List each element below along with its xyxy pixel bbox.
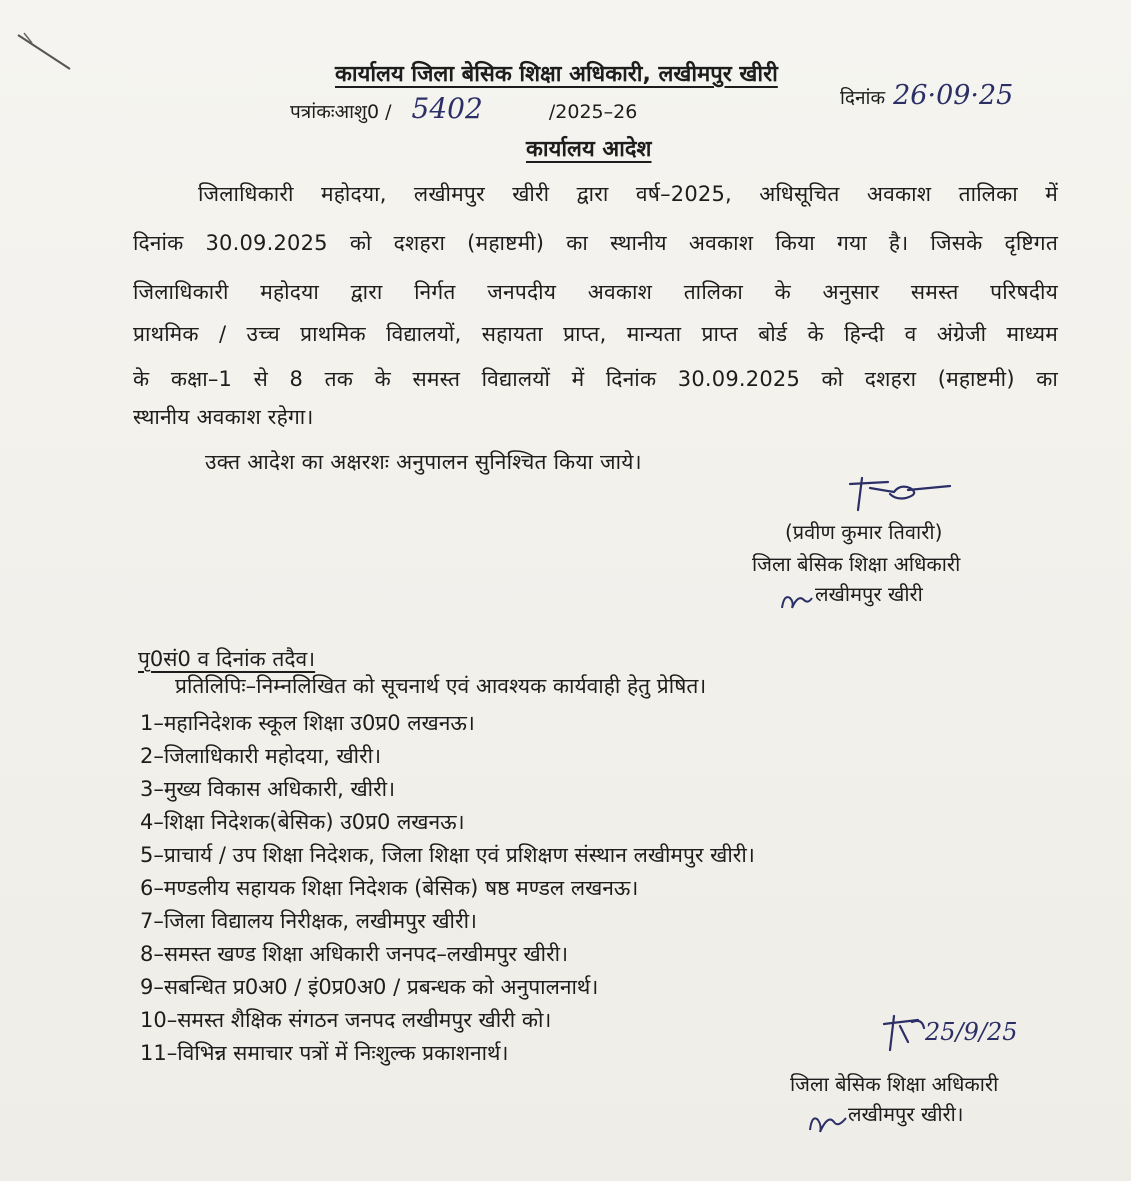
body-line-5: के कक्षा–1 से 8 तक के समस्त विद्यालयों में दिनांक 30.09.2025 को दशहरा (महाष्टमी) का <box>133 367 1058 391</box>
copy-item-5: 5–प्राचार्य / उप शिक्षा निदेशक, जिला शिक्षा एवं प्रशिक्षण संस्थान लखीमपुर खीरी। <box>140 843 755 867</box>
copy-item-8: 8–समस्त खण्ड शिक्षा अधिकारी जनपद–लखीमपुर खीरी। <box>140 942 569 966</box>
signature-2-designation: जिला बेसिक शिक्षा अधिकारी <box>790 1072 999 1096</box>
copy-intro: प्रतिलिपिः–निम्नलिखित को सूचनार्थ एवं आवश्यक कार्यवाही हेतु प्रेषित। <box>175 674 707 698</box>
reference-number: 5402 <box>411 92 483 125</box>
signatory-designation: जिला बेसिक शिक्षा अधिकारी <box>752 552 961 576</box>
date-label: दिनांक <box>840 87 886 109</box>
reference-prefix: पत्रांकःआशु0 / <box>290 101 392 123</box>
compliance-line: उक्त आदेश का अक्षरशः अनुपालन सुनिश्चित किया जाये। <box>205 450 642 474</box>
signatory-name: (प्रवीण कुमार तिवारी) <box>785 520 943 544</box>
body-line-2: दिनांक 30.09.2025 को दशहरा (महाष्टमी) का स्थानीय अवकाश किया गया है। जिसके दृष्टिगत <box>133 231 1058 255</box>
initials-2 <box>806 1108 850 1138</box>
copy-item-9: 9–सबन्धित प्र0अ0 / इं0प्र0अ0 / प्रबन्धक को अनुपालनार्थ। <box>140 975 599 999</box>
signature-1-scribble <box>840 470 960 515</box>
body-line-4: प्राथमिक / उच्च प्राथमिक विद्यालयों, सहायता प्राप्त, मान्यता प्राप्त बोर्ड के हिन्दी व अंग्रेजी माध्यम <box>133 322 1058 346</box>
handwritten-date: 25/9/25 <box>925 1018 1018 1046</box>
copy-item-4: 4–शिक्षा निदेशक(बेसिक) उ0प्र0 लखनऊ। <box>140 810 465 834</box>
initials-1 <box>778 588 816 614</box>
copy-item-3: 3–मुख्य विकास अधिकारी, खीरी। <box>140 777 396 801</box>
copy-item-6: 6–मण्डलीय सहायक शिक्षा निदेशक (बेसिक) षष्ठ मण्डल लखनऊ। <box>140 876 639 900</box>
signature-2-place: लखीमपुर खीरी। <box>848 1102 964 1126</box>
copy-item-11: 11–विभिन्न समाचार पत्रों में निःशुल्क प्रकाशनार्थ। <box>140 1041 509 1065</box>
reference-year: /2025–26 <box>548 101 638 123</box>
order-title: कार्यालय आदेश <box>526 137 652 162</box>
date-line <box>840 80 1013 111</box>
body-line-6: स्थानीय अवकाश रहेगा। <box>133 405 314 429</box>
date-value: 26·09·25 <box>893 80 1014 111</box>
office-title: कार्यालय जिला बेसिक शिक्षा अधिकारी, लखीमपुर खीरी <box>335 62 778 87</box>
copy-item-7: 7–जिला विद्यालय निरीक्षक, लखीमपुर खीरी। <box>140 909 477 933</box>
corner-pen-mark <box>10 25 80 75</box>
copy-item-10: 10–समस्त शैक्षिक संगठन जनपद लखीमपुर खीरी को। <box>140 1008 552 1032</box>
body-line-1: जिलाधिकारी महोदया, लखीमपुर खीरी द्वारा वर्ष–2025, अधिसूचित अवकाश तालिका में <box>198 182 1058 206</box>
signatory-place: लखीमपुर खीरी <box>815 582 923 606</box>
copy-item-2: 2–जिलाधिकारी महोदया, खीरी। <box>140 744 382 768</box>
copy-heading: पृ0सं0 व दिनांक तदैव। <box>138 647 316 671</box>
reference-line <box>290 92 637 125</box>
body-line-3: जिलाधिकारी महोदया द्वारा निर्गत जनपदीय अवकाश तालिका के अनुसार समस्त परिषदीय <box>133 280 1058 304</box>
copy-item-1: 1–महानिदेशक स्कूल शिक्षा उ0प्र0 लखनऊ। <box>140 711 475 735</box>
